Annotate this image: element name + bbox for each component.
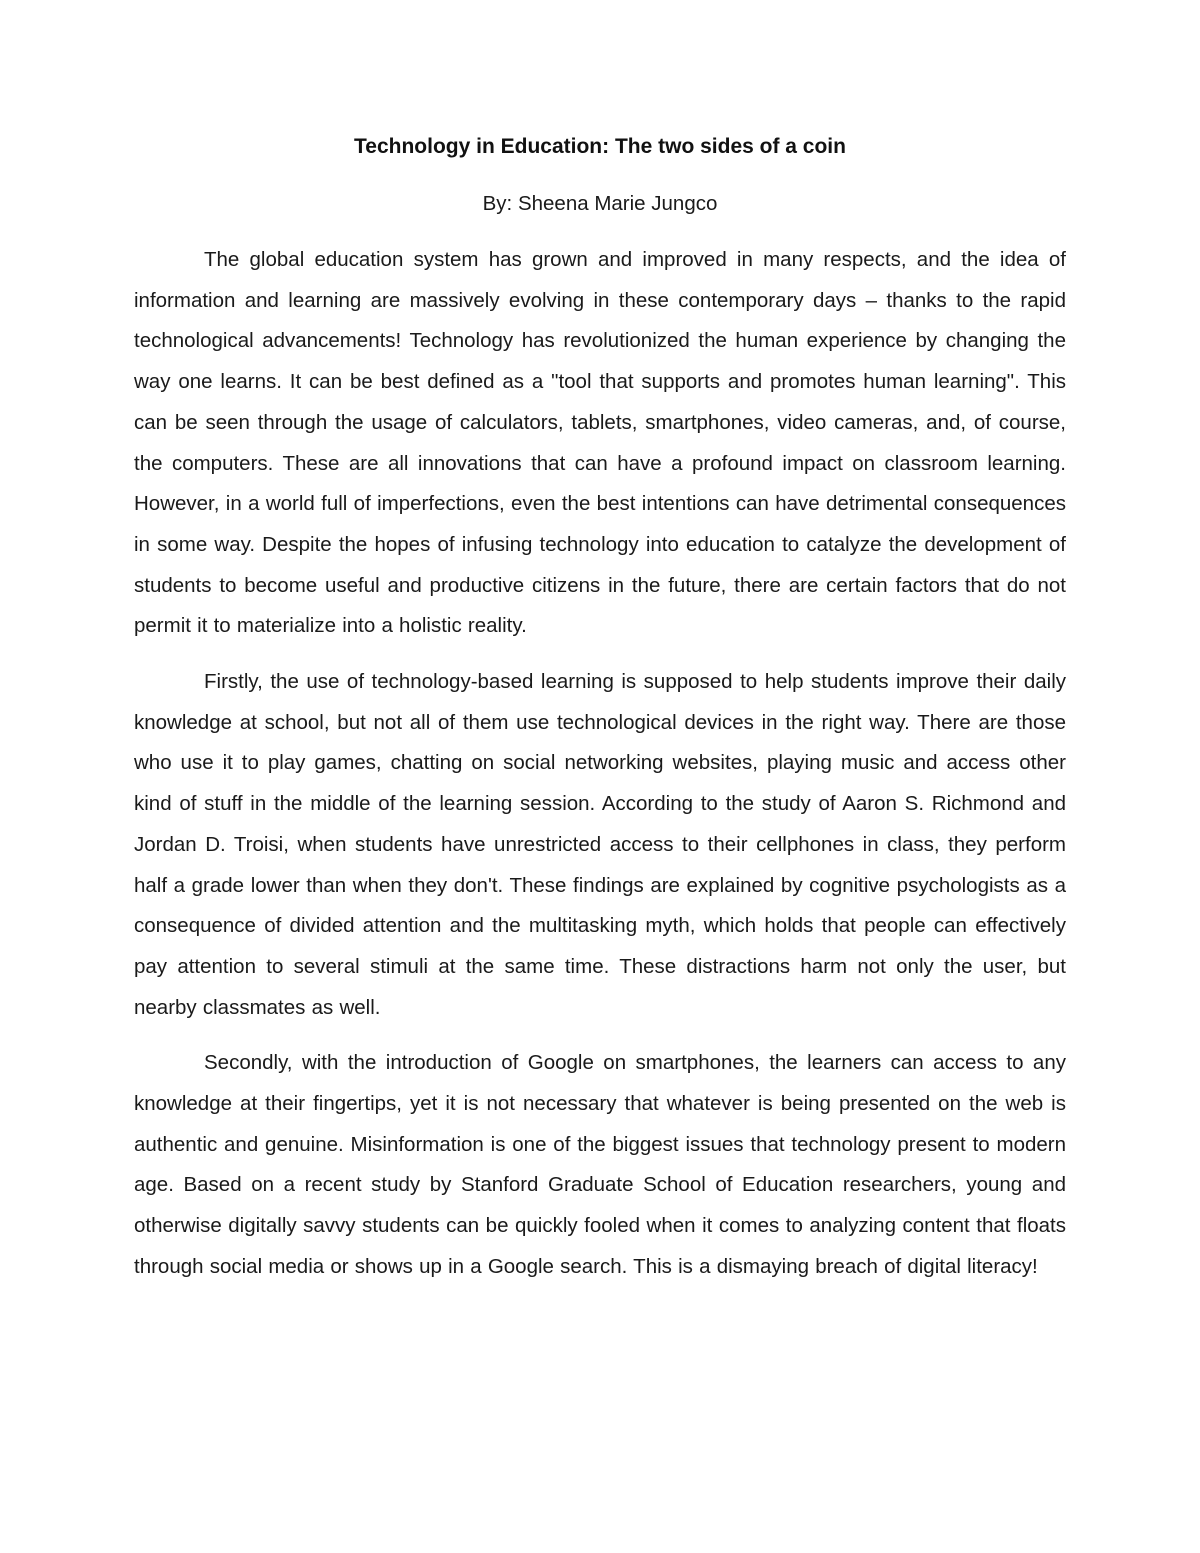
paragraph-introduction: The global education system has grown and improved in many respects, and the idea of information and learning are massively evolving in these contemporary days – thanks to the rapid technological advancements! Technology has revolutionized the human experience by changing the way one learns. It can be best defined as a "tool that supports and promotes human learning". This can be seen through the usage of calculators, tablets, smartphones, video cameras, and, of course, the computers. These are all innovations that can have a profound impact on classroom learning. However, in a world full of imperfections, even the best intentions can have detrimental consequences in some way. Despite the hopes of infusing technology into education to catalyze the development of students to become useful and productive citizens in the future, there are certain factors that do not permit it to materialize into a holistic reality. [134,248,1066,638]
paragraph-firstly: Firstly, the use of technology-based learning is supposed to help students improve their daily knowledge at school, but not all of them use technological devices in the right way. There are those who use it to play games, chatting on social networking websites, playing music and access other kind of stuff in the middle of the learning session. According to the study of Aaron S. Richmond and Jordan D. Troisi, when students have unrestricted access to their cellphones in class, they perform half a grade lower than when they don't. These findings are explained by cognitive psychologists as a consequence of divided attention and the multitasking myth, which holds that people can effectively pay attention to several stimuli at the same time. These distractions harm not only the user, but nearby classmates as well. [134,670,1066,1019]
document-title: Technology in Education: The two sides of a coin [354,135,846,158]
author-byline: By: Sheena Marie Jungco [482,192,718,215]
paragraph-secondly: Secondly, with the introduction of Google on smartphones, the learners can access to any knowledge at their fingertips, yet it is not necessary that whatever is being presented on the web is authentic and genuine. Misinformation is one of the biggest issues that technology present to modern age. Based on a recent study by Stanford Graduate School of Education researchers, young and otherwise digitally savvy students can be quickly fooled when it comes to analyzing content that floats through social media or shows up in a Google search. This is a dismaying breach of digital literacy! [134,1051,1066,1278]
document-body [134,240,1066,1303]
